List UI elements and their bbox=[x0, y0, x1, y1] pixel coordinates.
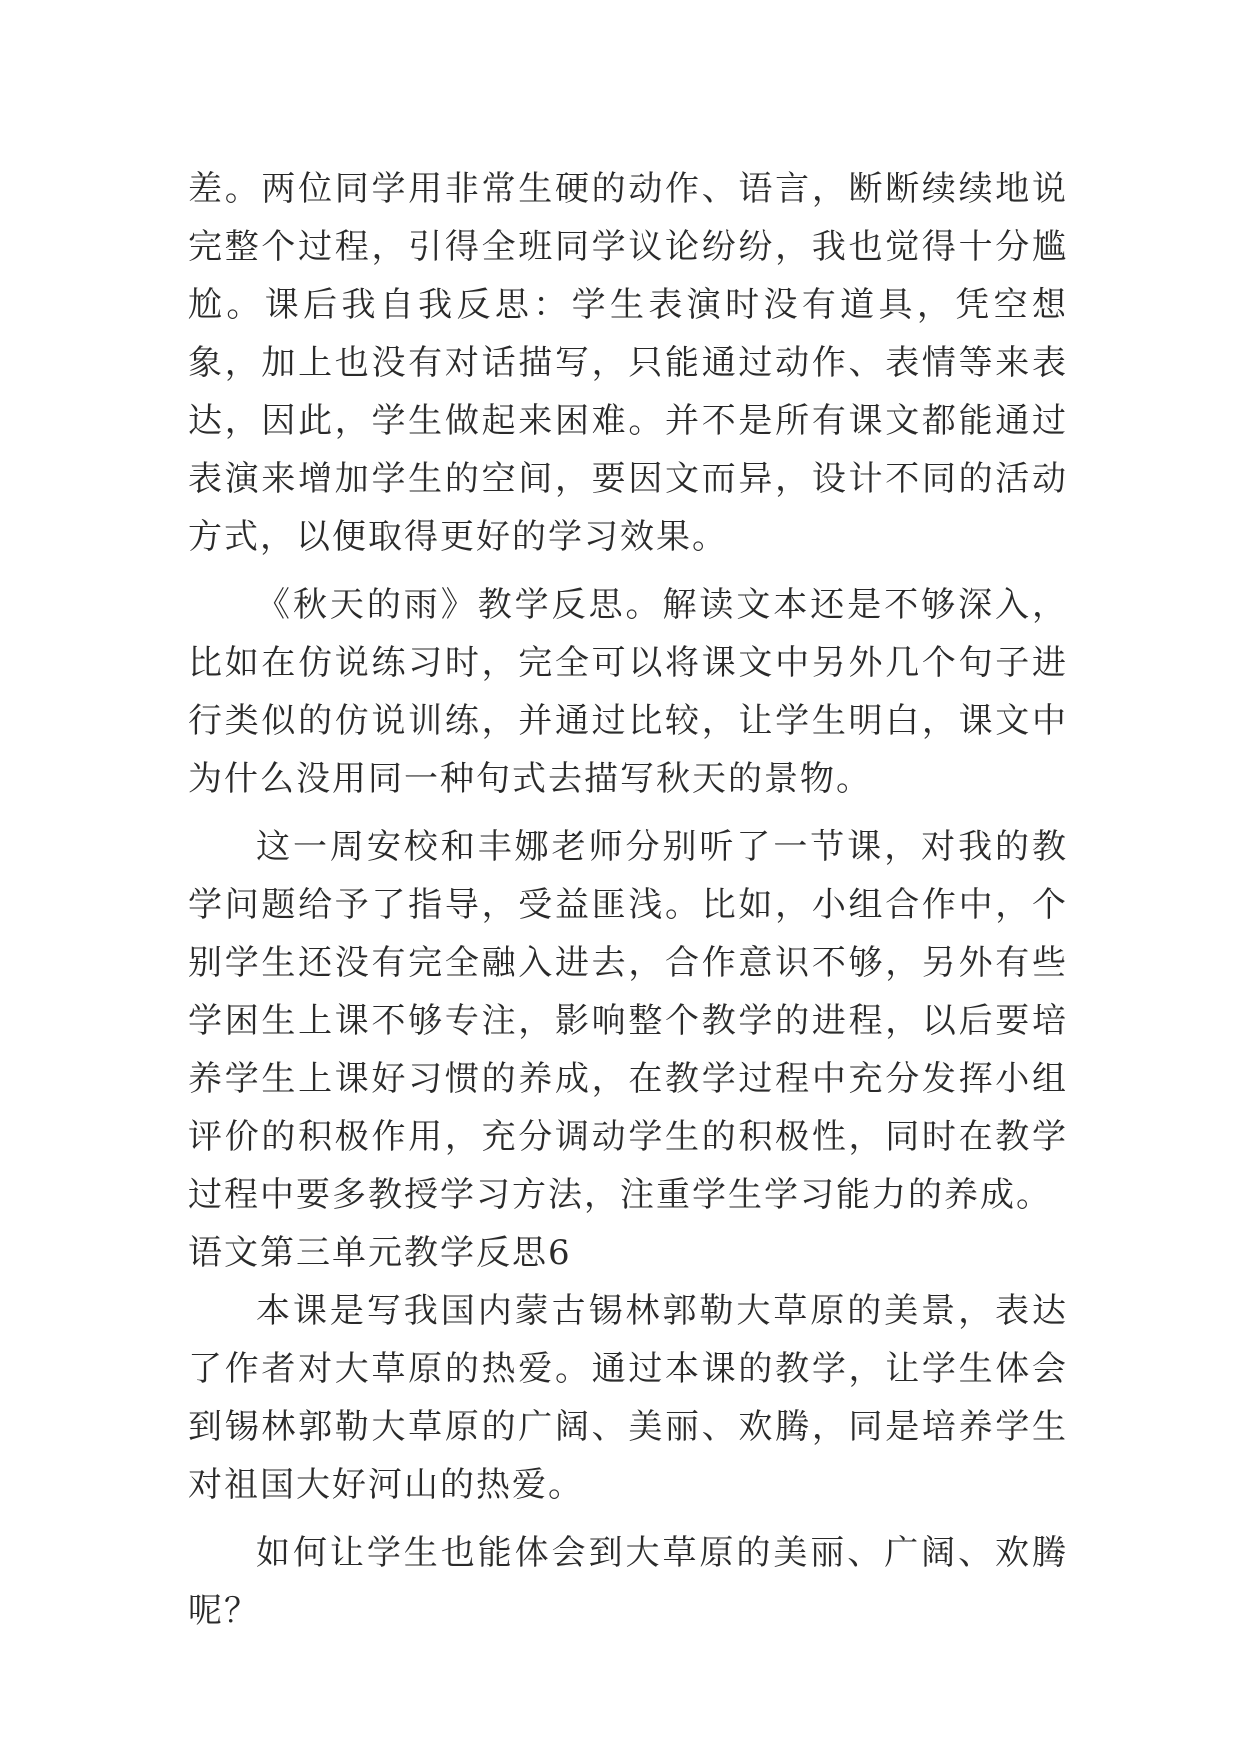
paragraph-grassland-intro: 本课是写我国内蒙古锡林郭勒大草原的美景，表达了作者对大草原的热爱。通过本课的教学，让学生体会到锡林郭勒大草原的广阔、美丽、欢腾，同是培养学生对祖国大好河山的热爱。 bbox=[188, 1291, 1068, 1505]
section-title: 语文第三单元教学反思6 bbox=[188, 1233, 572, 1273]
paragraph-grassland-question: 如何让学生也能体会到大草原的美丽、广阔、欢腾呢？ bbox=[188, 1533, 1068, 1631]
paragraph-autumn-rain-reflection: 《秋天的雨》教学反思。解读文本还是不够深入，比如在仿说练习时，完全可以将课文中另外几个句子进行类似的仿说训练，并通过比较，让学生明白，课文中为什么没用同一种句式去描写秋天的景物。 bbox=[188, 585, 1068, 799]
paragraph-continuation: 差。两位同学用非常生硬的动作、语言，断断续续地说完整个过程，引得全班同学议论纷纷，我也觉得十分尴尬。课后我自我反思：学生表演时没有道具，凭空想象，加上也没有对话描写，只能通过动作、表情等来表达，因此，学生做起来困难。并不是所有课文都能通过表演来增加学生的空间，要因文而异，设计不同的活动方式，以便取得更好的学习效果。 bbox=[188, 169, 1068, 557]
document-body bbox=[188, 160, 1068, 1640]
paragraph-weekly-observation: 这一周安校和丰娜老师分别听了一节课，对我的教学问题给予了指导，受益匪浅。比如，小组合作中，个别学生还没有完全融入进去，合作意识不够，另外有些学困生上课不够专注，影响整个教学的进程，以后要培养学生上课好习惯的养成，在教学过程中充分发挥小组评价的积极作用，充分调动学生的积极性，同时在教学过程中要多教授学习方法，注重学生学习能力的养成。 bbox=[188, 827, 1068, 1215]
